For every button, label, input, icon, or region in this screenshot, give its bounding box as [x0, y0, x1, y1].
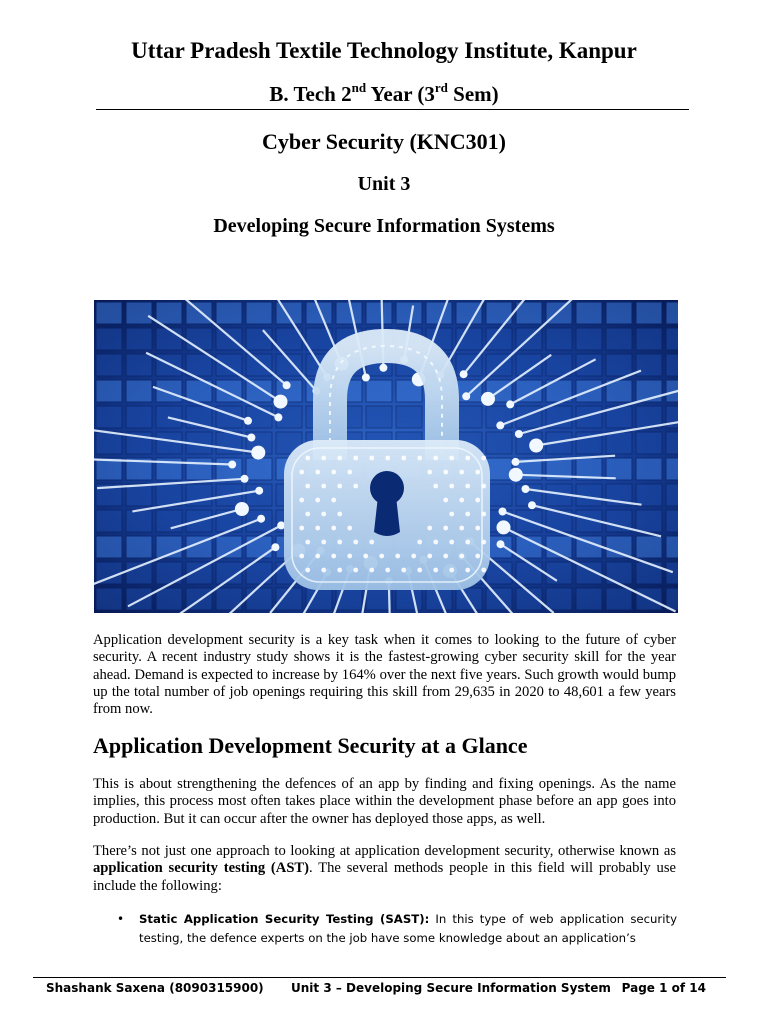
intro-paragraph: Application development security is a key task when it comes to looking to the future of cyber security. A recent industry study shows it is the fastest-growing cyber security skill for the year ahead. Demand is expected to increase by 164% over the next five years. Such growth would bump up the total number of job openings requiring this skill from 29,635 in 2020 to 48,601 a few years from now. [93, 632, 676, 718]
circuit-cube [666, 302, 678, 324]
list-item-text [139, 910, 677, 948]
lock-circuit-dot [417, 540, 422, 545]
lock-circuit-dot [305, 568, 310, 573]
circuit-cube [216, 302, 242, 324]
page-number: Page 1 of 14 [621, 981, 706, 995]
circuit-node [274, 413, 282, 421]
lock-circuit-dot [305, 484, 310, 489]
lock-circuit-dot [321, 512, 326, 517]
circuit-cube [306, 588, 332, 610]
circuit-cube [276, 354, 302, 376]
lock-circuit-dot [433, 484, 438, 489]
lock-circuit-dot [299, 470, 304, 475]
circuit-cube [636, 328, 662, 350]
circuit-cube [336, 302, 362, 324]
lock-circuit-dot [481, 540, 486, 545]
circuit-cube [96, 510, 122, 532]
lock-circuit-dot [459, 554, 464, 559]
page-footer [46, 981, 706, 999]
ast-term: application security testing (AST) [93, 860, 310, 877]
header-divider [96, 109, 689, 110]
lock-circuit-dot [427, 470, 432, 475]
lock-circuit-dot [465, 456, 470, 461]
circuit-cube [576, 328, 602, 350]
lock-circuit-dot [305, 540, 310, 545]
circuit-cube [156, 432, 182, 454]
circuit-cube [666, 328, 678, 350]
year-prefix: B. Tech 2 [269, 82, 352, 106]
circuit-cube [126, 354, 152, 376]
lock-circuit-dot [337, 484, 342, 489]
circuit-cube [186, 302, 212, 324]
circuit-node [379, 364, 387, 372]
circuit-cube [246, 354, 272, 376]
lock-circuit-dot [465, 568, 470, 573]
circuit-cube [666, 536, 678, 558]
lock-circuit-dot [459, 498, 464, 503]
circuit-cube [126, 510, 152, 532]
circuit-cube [126, 406, 152, 428]
circuit-cube [636, 562, 662, 584]
circuit-node [462, 392, 470, 400]
lock-circuit-dot [353, 456, 358, 461]
circuit-node [522, 485, 530, 493]
sem-superscript: rd [434, 80, 448, 95]
circuit-cube [666, 354, 678, 376]
lock-circuit-dot [321, 456, 326, 461]
circuit-cube [606, 354, 632, 376]
lock-circuit-dot [449, 568, 454, 573]
lock-circuit-dot [411, 554, 416, 559]
lock-circuit-dot [465, 540, 470, 545]
circuit-cube [636, 510, 662, 532]
lock-circuit-dot [449, 512, 454, 517]
lock-circuit-dot [331, 470, 336, 475]
lock-circuit-dot [315, 554, 320, 559]
lock-circuit-dot [465, 484, 470, 489]
lock-circuit-dot [475, 526, 480, 531]
lock-circuit-dot [465, 512, 470, 517]
footer-unit-title: Unit 3 – Developing Secure Information System [291, 981, 611, 995]
circuit-cube [156, 510, 182, 532]
lock-circuit-dot [417, 568, 422, 573]
circuit-node [235, 502, 249, 516]
circuit-cube [666, 510, 678, 532]
circuit-cube [156, 328, 182, 350]
sast-term: Static Application Security Testing (SAST): [139, 912, 430, 926]
lock-circuit-dot [321, 568, 326, 573]
lock-circuit-dot [321, 484, 326, 489]
lock-circuit-dot [449, 540, 454, 545]
circuit-cube [576, 354, 602, 376]
circuit-cube [126, 484, 152, 506]
lock-circuit-dot [379, 554, 384, 559]
circuit-cube [546, 588, 572, 610]
circuit-cube [126, 302, 152, 324]
lock-circuit-dot [369, 540, 374, 545]
circuit-node [515, 430, 523, 438]
circuit-cube [396, 588, 422, 610]
circuit-cube [96, 380, 122, 402]
circuit-cube [576, 302, 602, 324]
circuit-cube [396, 302, 422, 324]
circuit-cube [156, 484, 182, 506]
lock-circuit-dot [331, 498, 336, 503]
lock-circuit-dot [401, 456, 406, 461]
circuit-node [506, 400, 514, 408]
lock-circuit-dot [321, 540, 326, 545]
circuit-cube [366, 302, 392, 324]
lock-circuit-dot [299, 554, 304, 559]
lock-circuit-dot [363, 554, 368, 559]
circuit-node [497, 540, 505, 548]
lock-circuit-dot [337, 512, 342, 517]
topic-title: Developing Secure Information Systems [213, 215, 555, 237]
circuit-cube [246, 380, 272, 402]
circuit-cube [156, 588, 182, 610]
circuit-cube [216, 458, 242, 480]
lock-circuit-dot [481, 484, 486, 489]
circuit-cube [636, 354, 662, 376]
circuit-cube [126, 328, 152, 350]
circuit-cube [606, 302, 632, 324]
lock-circuit-dot [299, 526, 304, 531]
circuit-cube [606, 458, 632, 480]
circuit-cube [636, 484, 662, 506]
lock-circuit-dot [347, 470, 352, 475]
circuit-cube [636, 302, 662, 324]
ast-paragraph [93, 843, 676, 895]
lock-circuit-dot [395, 554, 400, 559]
circuit-cube [186, 458, 212, 480]
lock-circuit-dot [315, 526, 320, 531]
lock-circuit-dot [305, 456, 310, 461]
circuit-cube [576, 588, 602, 610]
lock-circuit-dot [475, 470, 480, 475]
lock-circuit-dot [305, 512, 310, 517]
circuit-cube [486, 432, 512, 454]
circuit-cube [126, 588, 152, 610]
circuit-node [528, 501, 536, 509]
circuit-cube [156, 380, 182, 402]
program-year [0, 82, 768, 107]
circuit-cube [186, 328, 212, 350]
circuit-cube [636, 458, 662, 480]
unit-title: Unit 3 [357, 173, 411, 195]
circuit-cube [126, 380, 152, 402]
lock-circuit-dot [337, 456, 342, 461]
lock-circuit-dot [337, 568, 342, 573]
lock-circuit-dot [347, 526, 352, 531]
circuit-node [244, 417, 252, 425]
circuit-cube [96, 302, 122, 324]
circuit-node [497, 520, 511, 534]
circuit-cube [606, 588, 632, 610]
lock-circuit-dot [353, 484, 358, 489]
sast-description: In this type of web application security testing, the defence experts on the job have some knowledge about an application’s [139, 912, 677, 945]
circuit-node [529, 439, 543, 453]
lock-circuit-dot [331, 526, 336, 531]
circuit-node [251, 446, 265, 460]
circuit-node [241, 475, 249, 483]
circuit-cube [366, 406, 392, 428]
lock-circuit-dot [417, 456, 422, 461]
circuit-cube [546, 328, 572, 350]
circuit-cube [666, 432, 678, 454]
circuit-node [499, 508, 507, 516]
circuit-cube [606, 536, 632, 558]
circuit-cube [96, 432, 122, 454]
circuit-cube [606, 562, 632, 584]
definition-paragraph: This is about strengthening the defences of an app by finding and fixing openings. As the name implies, this process most often takes place within the development phase before an app goes into production. But it can occur after the owner has deployed those apps, as well. [93, 776, 676, 827]
circuit-cube [246, 302, 272, 324]
lock-circuit-dot [481, 512, 486, 517]
circuit-cube [366, 380, 392, 402]
circuit-node [512, 458, 520, 466]
lock-circuit-dot [481, 456, 486, 461]
lock-circuit-dot [385, 456, 390, 461]
circuit-node [257, 515, 265, 523]
footer-author: Shashank Saxena (8090315900) [46, 981, 264, 995]
lock-circuit-dot [347, 554, 352, 559]
lock-circuit-dot [459, 470, 464, 475]
circuit-cube [96, 328, 122, 350]
lock-circuit-dot [443, 554, 448, 559]
lock-circuit-dot [369, 568, 374, 573]
lock-circuit-dot [401, 568, 406, 573]
circuit-cube [246, 536, 272, 558]
lock-circuit-dot [443, 526, 448, 531]
circuit-cube [666, 484, 678, 506]
circuit-cube [546, 562, 572, 584]
circuit-cube [276, 302, 302, 324]
lock-circuit-dot [449, 456, 454, 461]
lock-circuit-dot [353, 540, 358, 545]
circuit-node [496, 421, 504, 429]
ast-paragraph-start: There’s not just one approach to looking at application development security, otherwise known as [93, 843, 676, 859]
lock-circuit-dot [459, 526, 464, 531]
footer-divider [33, 977, 726, 978]
circuit-cube [246, 406, 272, 428]
circuit-cube [246, 458, 272, 480]
circuit-cube [156, 302, 182, 324]
institute-title: Uttar Pradesh Textile Technology Institute, Kanpur [131, 38, 637, 63]
circuit-cube [516, 562, 542, 584]
circuit-cube [456, 406, 482, 428]
circuit-cube [96, 354, 122, 376]
circuit-cube [96, 536, 122, 558]
lock-circuit-dot [331, 554, 336, 559]
year-mid: Year (3 [366, 82, 435, 106]
bullet-icon: • [117, 912, 125, 926]
circuit-node [362, 374, 370, 382]
circuit-cube [636, 536, 662, 558]
circuit-cube [216, 328, 242, 350]
circuit-cube [396, 406, 422, 428]
circuit-node [460, 370, 468, 378]
lock-circuit-dot [427, 526, 432, 531]
circuit-cube [576, 484, 602, 506]
lock-circuit-dot [315, 498, 320, 503]
lock-circuit-dot [315, 470, 320, 475]
year-superscript: nd [351, 80, 367, 95]
circuit-cube [606, 432, 632, 454]
lock-circuit-dot [299, 498, 304, 503]
circuit-cube [306, 302, 332, 324]
lock-circuit-dot [337, 540, 342, 545]
lock-circuit-dot [369, 456, 374, 461]
circuit-node [247, 434, 255, 442]
lock-circuit-dot [475, 498, 480, 503]
lock-circuit-dot [443, 498, 448, 503]
lock-circuit-dot [385, 568, 390, 573]
circuit-cube [96, 588, 122, 610]
lock-circuit-dot [449, 484, 454, 489]
lock-circuit-dot [433, 540, 438, 545]
course-title: Cyber Security (KNC301) [262, 129, 506, 154]
circuit-node [509, 468, 523, 482]
circuit-cube [96, 406, 122, 428]
circuit-cube [246, 328, 272, 350]
circuit-cube [456, 302, 482, 324]
lock-circuit-dot [475, 554, 480, 559]
lock-circuit-dot [443, 470, 448, 475]
circuit-cube [606, 328, 632, 350]
circuit-cube [216, 354, 242, 376]
circuit-cube [636, 432, 662, 454]
section-heading: Application Development Security at a Glance [93, 733, 528, 758]
circuit-node [271, 543, 279, 551]
circuit-node [481, 392, 495, 406]
lock-circuit-dot [433, 568, 438, 573]
ast-paragraph-end: . The several methods people in this field will probably use include the following: [93, 860, 676, 894]
circuit-node [283, 381, 291, 389]
year-suffix: Sem) [447, 82, 499, 106]
circuit-cube [666, 458, 678, 480]
circuit-cube [126, 536, 152, 558]
circuit-node [228, 461, 236, 469]
lock-circuit-dot [481, 568, 486, 573]
circuit-node [274, 395, 288, 409]
lock-circuit-dot [433, 456, 438, 461]
circuit-cube [186, 354, 212, 376]
lock-circuit-dot [353, 568, 358, 573]
padlock-circuit-board-icon [94, 300, 678, 613]
lock-circuit-dot [427, 554, 432, 559]
circuit-cube [246, 588, 272, 610]
circuit-node [255, 487, 263, 495]
